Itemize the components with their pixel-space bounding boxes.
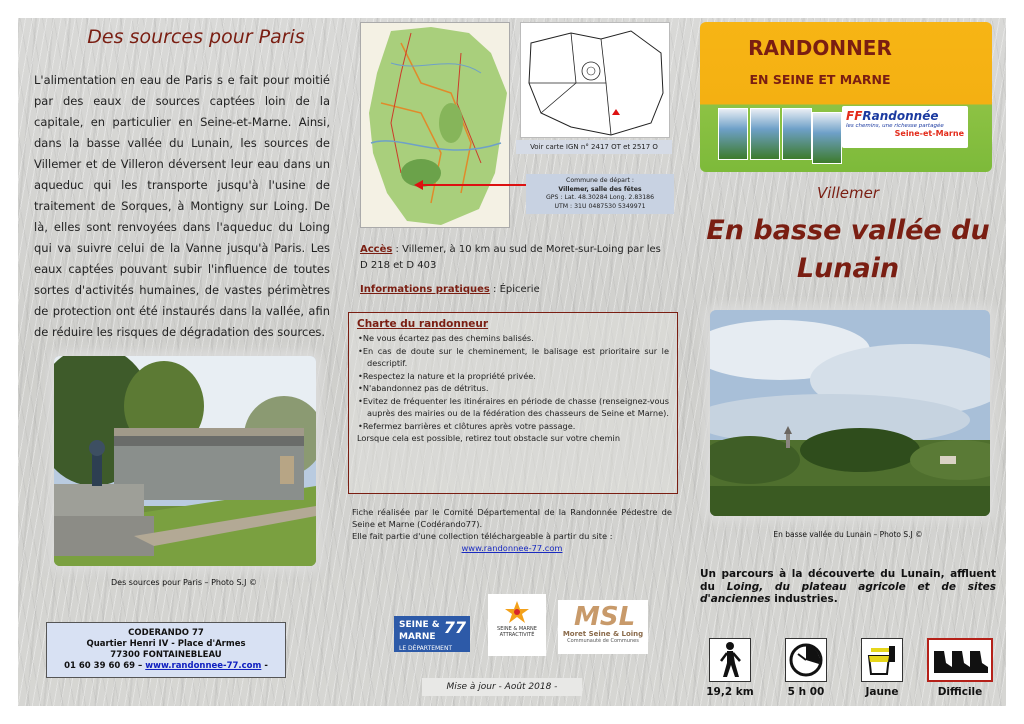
charter-closing: Lorsque cela est possible, retirez tout obstacle sur votre chemin [357, 433, 621, 443]
summary-part-1: Un parcours à la découverte du Lunain, affluent du [700, 568, 996, 593]
arrow-head-icon [414, 180, 423, 190]
map-pointer-arrow [418, 184, 528, 186]
charter-title: Charte du randonneur [357, 318, 489, 330]
moret-seine-loing-logo [558, 600, 648, 654]
address-street: Quartier Henri IV - Place d'Armes [86, 639, 246, 649]
hiker-icon [709, 638, 751, 682]
dept-logo-name: SEINE & MARNE [399, 620, 440, 642]
charter-item: • Refermez barrières et clôtures après votre passage. [357, 420, 669, 433]
practical-info-label: Informations pratiques [360, 284, 490, 295]
charter-item: • Evitez de fréquenter les itinéraires en période de chasse (renseignez-vous auprès des mairies ou de la fédération des chasseurs de Seine et Marne). [357, 395, 669, 420]
guide-book-image [782, 108, 812, 160]
update-date: Mise à jour - Août 2018 - [422, 678, 582, 696]
ffr-slogan: les chemins, une richesse partagée [846, 123, 944, 129]
practical-info-text: : Épicerie [489, 284, 540, 295]
boots-icon [927, 638, 993, 682]
charter-list [357, 332, 669, 445]
ffr-region: Seine-et-Marne [894, 129, 964, 138]
distance-value: 19,2 km [706, 686, 754, 698]
seine-et-marne-department-logo [394, 616, 470, 652]
access-text: : Villemer, à 10 km au sud de Moret-sur-Loing par les D 218 et D 403 [360, 244, 661, 271]
summary-part-2: Loing, du plateau agricole et de sites d'anciennes [700, 580, 996, 605]
collection-website-link[interactable]: www.randonnee-77.com [461, 543, 563, 553]
summary-part-3: industries. [770, 593, 838, 605]
start-point-box [526, 174, 674, 214]
village-name: Villemer [817, 184, 879, 202]
charter-item: • Ne vous écartez pas des chemins balisés. [357, 332, 669, 345]
ile-de-france-map [520, 22, 670, 138]
tourism-logo [488, 594, 546, 656]
brochure-sheet [18, 18, 1006, 706]
dept-logo-number: 77 [443, 618, 466, 637]
paint-pot-icon [861, 638, 903, 682]
walk-summary [700, 568, 996, 606]
moret-logo-name: Moret Seine & Loing [562, 630, 644, 638]
guide-book-image [812, 112, 842, 164]
dept-logo-sub: LE DÉPARTEMENT [399, 645, 453, 652]
sources-photo [54, 356, 316, 566]
address-box [46, 622, 286, 678]
randonner-banner [700, 22, 992, 172]
tourism-logo-text: SEINE & MARNE ATTRACTIVITÉ [497, 626, 537, 638]
access-info [360, 242, 670, 274]
moret-logo-sub: Communauté de Communes [567, 638, 639, 644]
banner-title: RANDONNER [748, 36, 892, 60]
ign-map-caption: Voir carte IGN n° 2417 OT et 2517 O [516, 140, 672, 154]
moret-logo-mark: MSL [574, 602, 636, 632]
address-org: CODERANDO 77 [128, 628, 204, 638]
marking-stat [852, 638, 912, 698]
lunain-valley-photo [710, 310, 990, 516]
access-label: Accès [360, 244, 393, 255]
walk-title: En basse vallée du Lunain [706, 215, 990, 284]
marking-value: Jaune [865, 686, 899, 698]
address-contact [47, 661, 285, 672]
guide-book-image [718, 108, 748, 160]
difficulty-stat [930, 638, 990, 698]
collection-text: Elle fait partie d'une collection téléchargeable à partir du site : [352, 531, 613, 541]
start-place: Villemer, salle des fêtes [558, 185, 642, 193]
banner-subtitle: EN SEINE ET MARNE [749, 72, 891, 87]
charter-item: • En cas de doute sur le cheminement, le balisage est prioritaire sur le descriptif. [357, 345, 669, 370]
star-icon [504, 600, 530, 624]
sources-photo-caption: Des sources pour Paris – Photo S.J © [111, 578, 257, 587]
section-title-sources: Des sources pour Paris [87, 26, 305, 48]
address-city: 77300 FONTAINEBLEAU [110, 650, 222, 660]
valley-photo-caption: En basse vallée du Lunain – Photo S.J © [773, 530, 923, 539]
duration-value: 5 h 00 [787, 686, 825, 698]
hiker-charter-box [348, 312, 678, 494]
duration-stat [776, 638, 836, 698]
charter-item: • Respectez la nature et la propriété privée. [357, 370, 669, 383]
department-map [360, 22, 510, 228]
credits-block [352, 506, 672, 554]
difficulty-value: Difficile [937, 686, 983, 698]
credits-text: Fiche réalisée par le Comité Départemental de la Randonnée Pédestre de Seine et Marne (Codérando77). [352, 507, 672, 529]
start-utm: UTM : 31U 0487530 5349971 [554, 202, 646, 210]
address-phone: 01 60 39 60 69 – [64, 661, 146, 671]
ffr-name-main: Randonnée [862, 109, 939, 123]
distance-stat [700, 638, 760, 698]
ffr-name [846, 109, 964, 123]
guide-book-image [750, 108, 780, 160]
address-website-link[interactable]: www.randonnee-77.com [145, 661, 262, 671]
address-trailing-dash: - [261, 661, 268, 671]
practical-info [360, 284, 670, 295]
ffr-name-prefix: FF [846, 109, 863, 123]
sources-paragraph: L'alimentation en eau de Paris s e fait pour moitié par des eaux de sources captées loin de la capitale, en particulier en Seine-et-Marne. Ainsi, dans la basse vallée du Lunain, les sources de Villemer et de Villeron déversent leur eau dans un aqueduc qui les transporte jusqu'à l'usine de traitement de Sorques, à Montigny sur Loing. De là, elles sont renvoyées dans l'aqueduc du Loing qui va suivre celui de la Vanne jusqu'à Paris. Les eaux captées pouvant subir l'influence de toutes sortes d'activités humaines, de vastes périmètres de protection ont été instaurés dans la vallée, afin de réduire les risques de dégradation des sources. [34, 73, 330, 339]
ffrandonnee-logo [842, 106, 968, 148]
clock-icon [785, 638, 827, 682]
charter-item: • N'abandonnez pas de détritus. [357, 382, 669, 395]
start-gps: GPS : Lat. 48.30284 Long. 2.83186 [545, 194, 655, 201]
start-label: Commune de départ : [566, 177, 634, 184]
